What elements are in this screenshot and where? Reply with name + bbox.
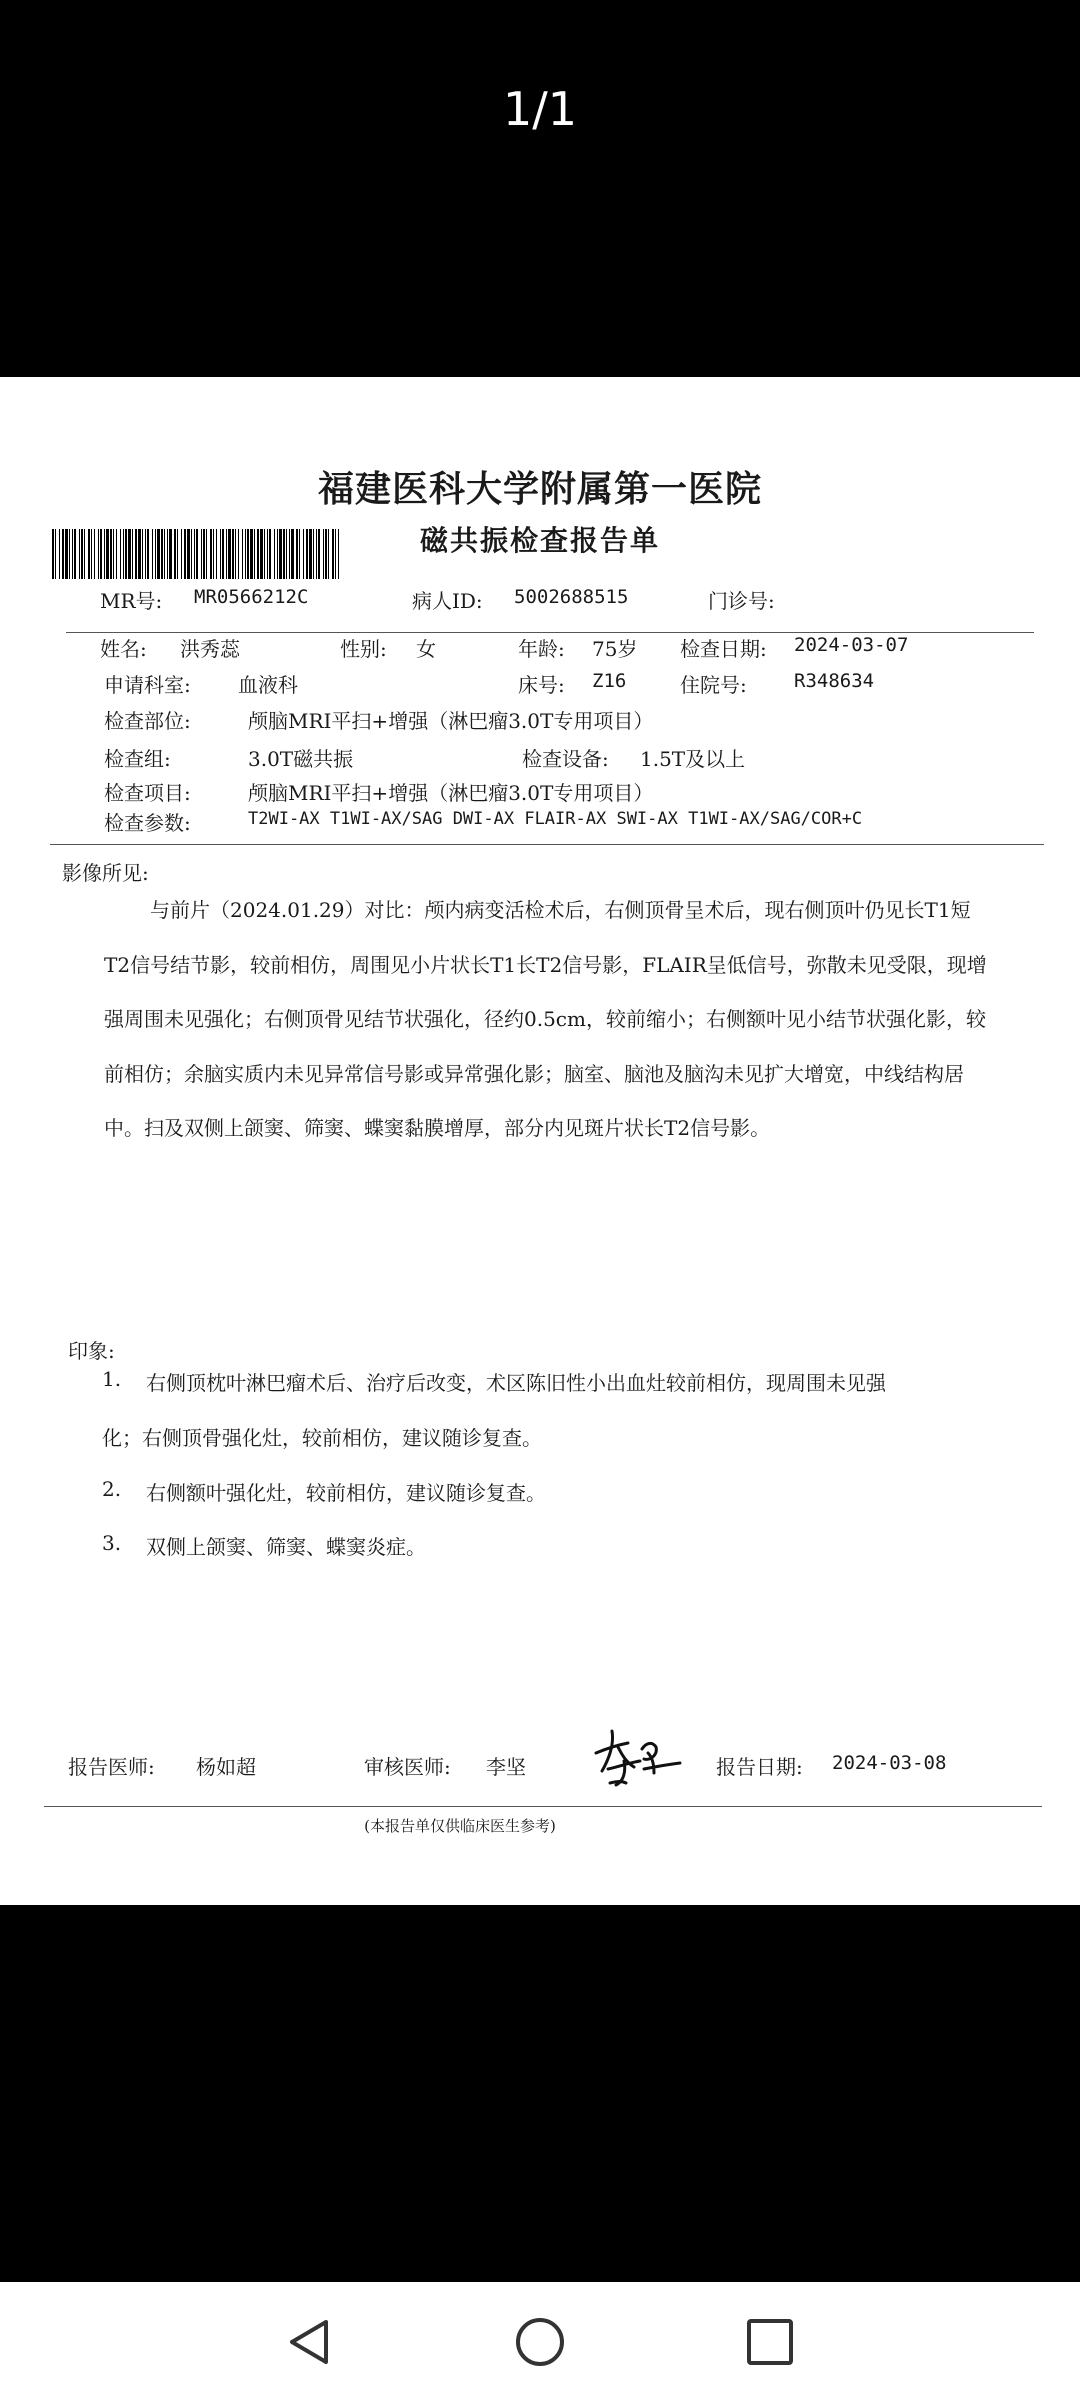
back-icon[interactable] (282, 2316, 334, 2368)
pid-label: 病人ID: (412, 589, 483, 613)
findings-paragraph (104, 883, 994, 1156)
impression-num: 2. (102, 1477, 122, 1501)
param-label: 检查参数: (104, 811, 191, 835)
part-value: 颅脑MRI平扫+增强（淋巴瘤3.0T专用项目） (248, 709, 654, 733)
dept-label: 申请科室: (104, 673, 191, 697)
clinic-label: 门诊号: (708, 589, 775, 613)
divider (44, 1806, 1042, 1807)
device-value: 1.5T及以上 (640, 747, 746, 771)
report-document[interactable] (0, 377, 1080, 1905)
pid-value: 5002688515 (514, 586, 629, 608)
item-label: 检查项目: (104, 781, 191, 805)
dept-value: 血液科 (238, 673, 298, 697)
divider (50, 844, 1044, 845)
impression-num: 3. (102, 1531, 122, 1555)
part-label: 检查部位: (104, 709, 191, 733)
report-date-label: 报告日期: (716, 1755, 803, 1779)
impression-label: 印象: (68, 1339, 115, 1363)
doctor-label: 报告医师: (68, 1755, 155, 1779)
findings-label: 影像所见: (62, 861, 149, 885)
name-value: 洪秀蕊 (180, 637, 240, 661)
impression-item: 右侧额叶强化灶，较前相仿，建议随诊复查。 (146, 1481, 546, 1505)
findings-text: 与前片（2024.01.29）对比：颅内病变活检术后，右侧顶骨呈术后，现右侧顶叶仍见长T1短T2信号结节影，较前相仿，周围见小片状长T1长T2信号影，FLAIR呈低信号，弥散未见受限，现增强周围未见强化；右侧顶骨见结节状强化，径约0.5cm，较前缩小；右侧额叶见小结节状强化影，较前相仿；余脑实质内未见异常信号影或异常强化影；脑室、脑池及脑沟未见扩大增宽，中线结构居中。扫及双侧上颌窦、筛窦、蝶窦黏膜增厚，部分内见斑片状长T2信号影。 (104, 898, 987, 1140)
viewer-top-bar (0, 0, 1080, 377)
impression-item: 右侧顶枕叶淋巴瘤术后、治疗后改变，术区陈旧性小出血灶较前相仿，现周围未见强 (146, 1371, 886, 1395)
navigation-bar (0, 2282, 1080, 2400)
bed-label: 床号: (518, 673, 565, 697)
name-label: 姓名: (100, 637, 147, 661)
group-label: 检查组: (104, 747, 171, 771)
exam-date-value: 2024-03-07 (794, 634, 909, 656)
device-label: 检查设备: (522, 747, 609, 771)
footer-note: (本报告单仅供临床医生参考) (364, 1817, 556, 1835)
doctor-value: 杨如超 (196, 1755, 256, 1779)
impression-item: 双侧上颌窦、筛窦、蝶窦炎症。 (146, 1535, 426, 1559)
sex-label: 性别: (340, 637, 387, 661)
impression-num: 1. (102, 1367, 122, 1391)
signature (588, 1723, 688, 1793)
report-date-value: 2024-03-08 (832, 1752, 947, 1774)
home-icon[interactable] (514, 2316, 566, 2368)
inpatient-label: 住院号: (680, 673, 747, 697)
age-value: 75岁 (592, 637, 638, 661)
exam-date-label: 检查日期: (680, 637, 767, 661)
age-label: 年龄: (518, 637, 565, 661)
group-value: 3.0T磁共振 (248, 747, 354, 771)
mr-label: MR号: (100, 589, 163, 613)
reviewer-label: 审核医师: (364, 1755, 451, 1779)
param-value: T2WI-AX T1WI-AX/SAG DWI-AX FLAIR-AX SWI-AX T1WI-AX/SAG/COR+C (248, 809, 863, 829)
mr-value: MR0566212C (194, 586, 309, 608)
sex-value: 女 (416, 637, 436, 661)
report-title: 磁共振检查报告单 (419, 524, 660, 557)
item-value: 颅脑MRI平扫+增强（淋巴瘤3.0T专用项目） (248, 781, 654, 805)
page-indicator: 1/1 (502, 82, 578, 136)
inpatient-value: R348634 (794, 670, 875, 692)
bed-value: Z16 (592, 670, 627, 692)
recents-icon[interactable] (744, 2316, 796, 2368)
reviewer-value: 李坚 (486, 1755, 526, 1779)
impression-item-continued: 化；右侧顶骨强化灶，较前相仿，建议随诊复查。 (102, 1426, 542, 1450)
hospital-name: 福建医科大学附属第一医院 (317, 468, 762, 510)
